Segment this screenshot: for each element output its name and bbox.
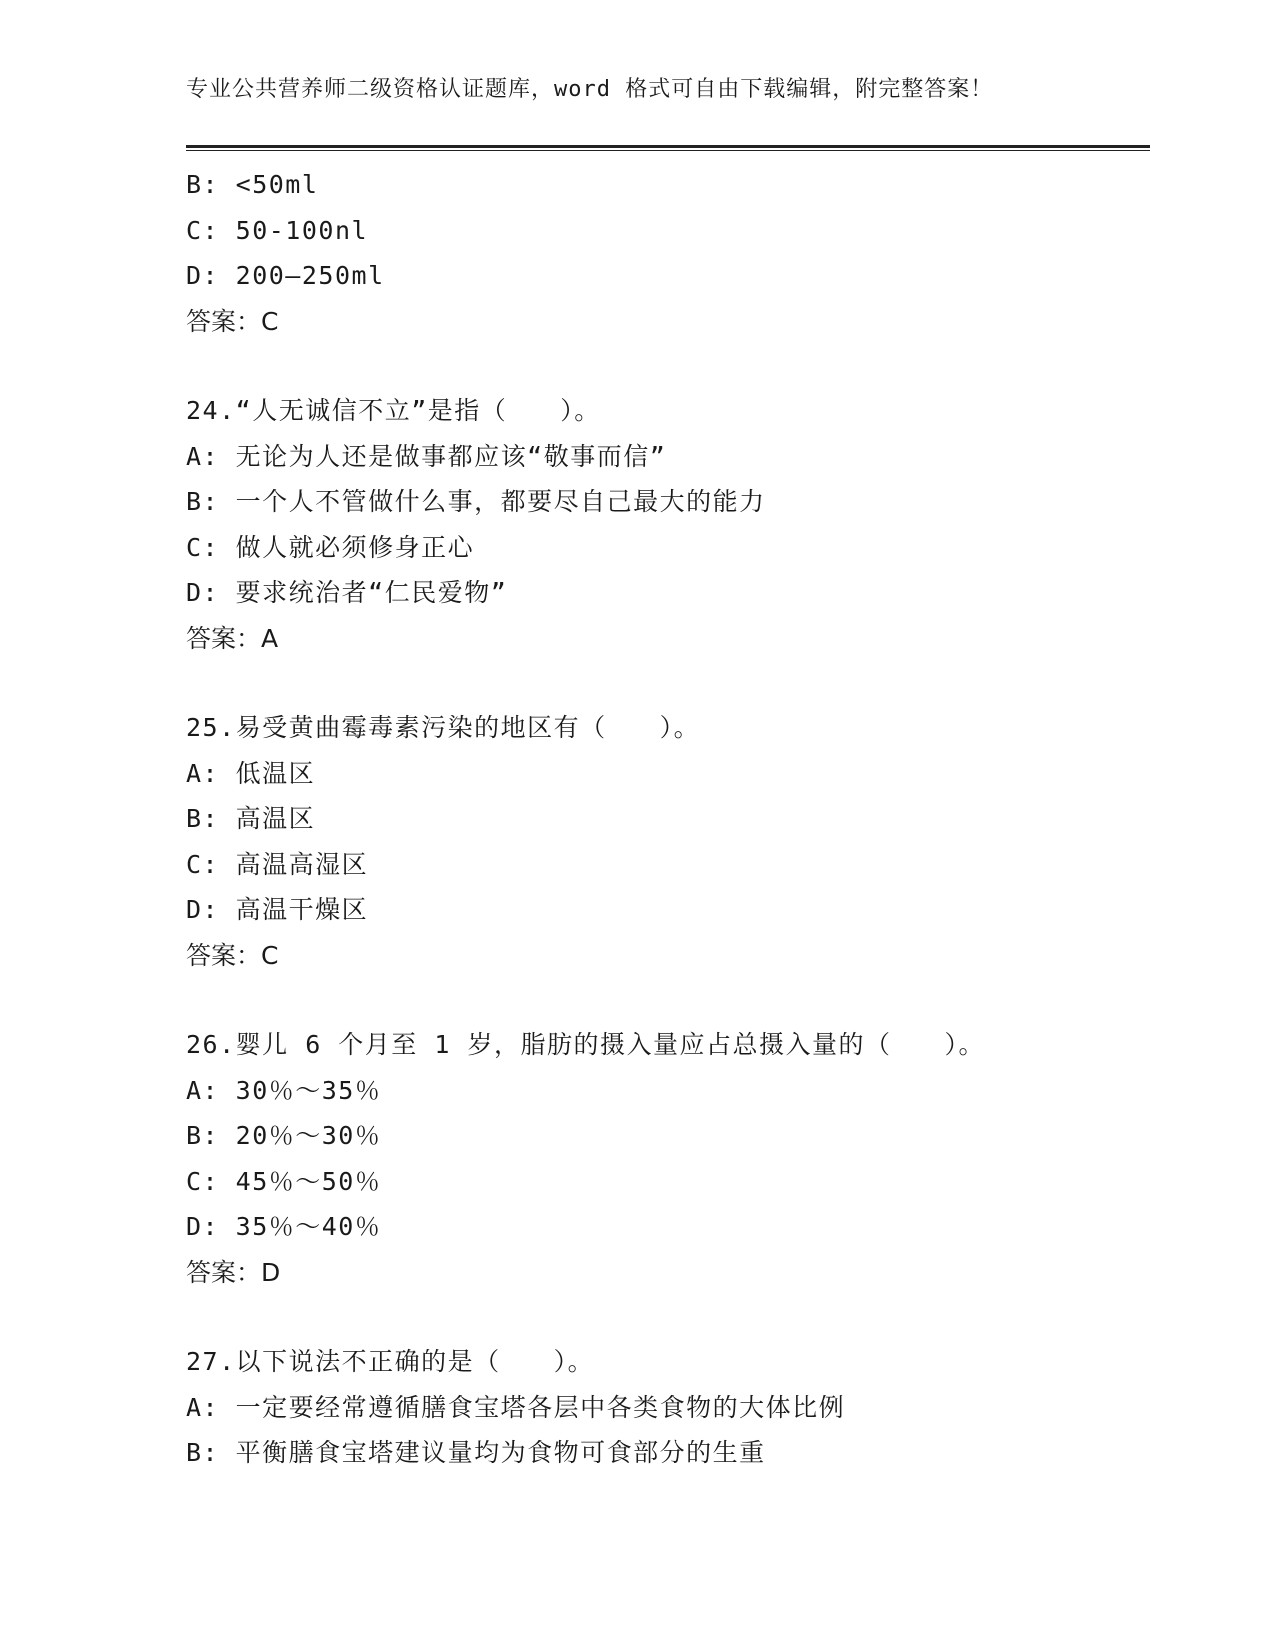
- option-d: D: 35％～40％: [186, 1212, 382, 1241]
- question-block: [186, 388, 1126, 661]
- spacer: [186, 344, 1126, 388]
- option-c: C: 45％～50％: [186, 1166, 382, 1196]
- spacer: [186, 1295, 1126, 1339]
- option-b: B: 20％～30％: [186, 1121, 382, 1150]
- question-block: [186, 705, 1126, 978]
- spacer: [186, 978, 1126, 1022]
- option-b: B: 平衡膳食宝塔建议量均为食物可食部分的生重: [186, 1438, 766, 1467]
- question-block: [186, 1022, 1126, 1295]
- option-b: B: 一个人不管做什么事，都要尽自己最大的能力: [186, 487, 766, 516]
- page-header-text: 专业公共营养师二级资格认证题库，word 格式可自由下载编辑，附完整答案！: [186, 77, 994, 102]
- option-c: C: 高温高湿区: [186, 849, 369, 879]
- option-d: D: 高温干燥区: [186, 895, 369, 924]
- question-block: [186, 1339, 1126, 1476]
- question-text: 27.以下说法不正确的是（ ）。: [186, 1347, 595, 1376]
- answer-line: 答案：D: [186, 1257, 281, 1287]
- question-text: 24.“人无诚信不立”是指（ ）。: [186, 396, 601, 425]
- option-b: B: <50ml: [186, 170, 319, 199]
- option-c: C: 50-100nl: [186, 215, 369, 245]
- option-d: D: 200—250ml: [186, 261, 385, 290]
- header-divider: [186, 145, 1150, 151]
- answer-line: 答案：C: [186, 306, 279, 336]
- question-text: 26.婴儿 6 个月至 1 岁，脂肪的摄入量应占总摄入量的（ ）。: [186, 1030, 985, 1059]
- answer-line: 答案：A: [186, 623, 279, 653]
- option-a: A: 30％～35％: [186, 1075, 382, 1105]
- option-a: A: 一定要经常遵循膳食宝塔各层中各类食物的大体比例: [186, 1392, 846, 1422]
- option-d: D: 要求统治者“仁民爱物”: [186, 578, 508, 607]
- option-a: A: 无论为人还是做事都应该“敬事而信”: [186, 441, 667, 471]
- option-b: B: 高温区: [186, 804, 316, 833]
- answer-line: 答案：C: [186, 940, 279, 970]
- spacer: [186, 661, 1126, 705]
- document-body: [186, 162, 1126, 1476]
- option-a: A: 低温区: [186, 758, 316, 788]
- option-c: C: 做人就必须修身正心: [186, 532, 475, 562]
- question-text: 25.易受黄曲霉毒素污染的地区有（ ）。: [186, 713, 701, 742]
- question-block: [186, 162, 1126, 344]
